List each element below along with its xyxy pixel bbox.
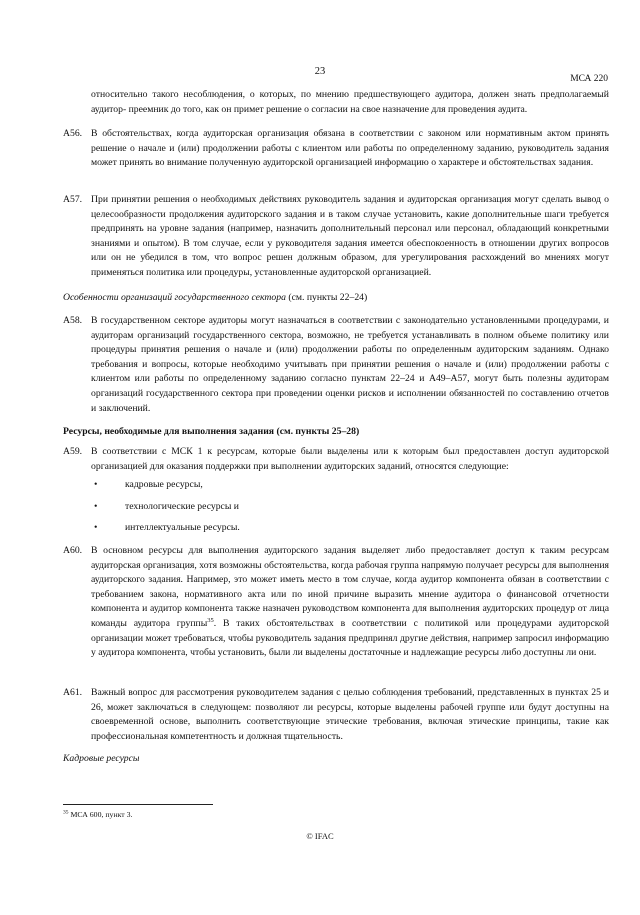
- copyright-footer: © IFAC: [306, 831, 334, 841]
- paragraph-text-part: . В таких обстоятельствах в соответствии с политикой или процедурами аудиторской организации может требоваться, чтобы руководитель задания предпринял другие действия, например запросил информацию у аудитора компонента, чтобы установить, были ли выделены достаточные и надлежащие ресурсы либо доступны ли они.: [91, 617, 610, 659]
- footnote-divider: [63, 804, 213, 805]
- paragraph-label: A60.: [63, 545, 83, 556]
- continuation-text: относительно такого несоблюдения, о которых, по мнению предшествующего аудитора, должен знать предполагаемый аудитор- преемник до того, как он примет решение о согласии на свое назначение для проведения аудита.: [91, 89, 609, 115]
- paragraph-a57: [63, 193, 609, 281]
- bullet-icon: •: [94, 501, 98, 512]
- heading-resources: Ресурсы, необходимые для выполнения задания (см. пункты 25–28): [63, 426, 360, 437]
- paragraph-text: В обстоятельствах, когда аудиторская организация обязана в соответствии с законом или нормативным актом принять решение о начале и (или) продолжении работы с клиентом или работы по определенному заданию, руководитель задания может принять во внимание полученную аудиторской организацией информацию о характере и обстоятельствах задания.: [91, 128, 609, 169]
- paragraph-label: A57.: [63, 194, 83, 205]
- standard-code: МСА 220: [570, 74, 608, 84]
- paragraph-label: A58.: [63, 315, 83, 326]
- paragraph-a61: [63, 686, 609, 744]
- heading-public-sector-title: Особенности организаций государственного сектора: [63, 292, 286, 303]
- footnote-ref: 35: [207, 616, 214, 624]
- paragraph-text: Важный вопрос для рассмотрения руководителем задания с целью соблюдения требований, представленных в пунктах 25 и 26, может заключаться в следующем: позволяют ли ресурсы, которые выделены рабочей группе или будут доступны на своевременной основе, выполнить соответствующие этические требования, включая этические принципы, такие как профессиональная компетентность и должная тщательность.: [91, 687, 609, 742]
- heading-public-sector: [63, 291, 367, 306]
- page-number: 23: [314, 66, 326, 77]
- footnote: [63, 810, 133, 820]
- heading-human-resources-title: Кадровые ресурсы: [63, 753, 140, 764]
- bullet-icon: •: [94, 522, 98, 533]
- list-item-text: кадровые ресурсы,: [125, 479, 203, 490]
- heading-human-resources: [63, 752, 139, 767]
- paragraph-text: При принятии решения о необходимых действиях руководитель задания и аудиторская организация могут сделать вывод о целесообразности продолжения аудиторского задания и в таком случае установить, какие дополнительные шаги требуется предпринять на уровне задания (например, назначить дополнительный персонал или персонал, обладающий конкретными знаниями и опытом). В том случае, если у руководителя задания имеется обеспокоенность в отношении других вопросов или он не убедился в том, что вопрос решен должным образом, для урегулирования расхождений во мнениях могут применяться политика или процедуры, установленные аудиторской организацией.: [91, 194, 609, 278]
- paragraph-a59: [63, 445, 609, 474]
- paragraph-text: [91, 544, 609, 661]
- paragraph-a58: [63, 314, 609, 416]
- footnote-number: 35: [63, 809, 69, 816]
- paragraph-a56: [63, 127, 609, 171]
- paragraph-label: A59.: [63, 446, 83, 457]
- paragraph-label: A61.: [63, 687, 83, 698]
- paragraph-text-part: В основном ресурсы для выполнения аудиторского задания выделяет либо предоставляет доступ к таким ресурсам аудиторская организация, хотя возможны обстоятельства, когда рабочая группа напрямую получает ресурсы для выполнения аудиторского задания. Например, это может иметь место в том случае, когда аудитор компонента обязан в соответствии с требованием закона, нормативного акта или по иной причине выразить мнение аудитора о финансовой отчетности компонента и аудитор компонента также назначен руководством компонента для выполнения аудиторских процедур от лица команды аудитора группы: [91, 545, 609, 629]
- bullet-icon: •: [94, 479, 98, 490]
- paragraph-text: В соответствии с МСК 1 к ресурсам, которые были выделены или к которым был предоставлен доступ аудиторской организацией для оказания поддержки при выполнении аудиторских заданий, относятся следующие:: [91, 446, 609, 472]
- paragraph-a60: [63, 544, 609, 661]
- footnote-text: МСА 600, пункт 3.: [68, 810, 133, 819]
- heading-public-sector-ref: (см. пункты 22–24): [285, 292, 368, 303]
- paragraph-text: В государственном секторе аудиторы могут назначаться в соответствии с законодательно установленными процедурами, и аудиторам организаций государственного сектора, возможно, не требуется устанавливать в полном объеме политику или процедуры принятия решения о начале и (или) продолжении работы по определенным аудиторским заданиям. Однако требования и вопросы, которые необходимо учитывать при принятии решения о начале и (или) продолжении работы с клиентом или работы по определенному заданию согласно пунктам 22–24 и A49–A57, могут быть полезны аудиторам организаций государственного сектора при проведении оценки рисков и исполнении обязанностей по составлению отчетов и заключений.: [91, 315, 609, 414]
- paragraph-label: A56.: [63, 128, 83, 139]
- list-item-text: технологические ресурсы и: [125, 501, 239, 512]
- list-item-text: интеллектуальные ресурсы.: [125, 522, 240, 533]
